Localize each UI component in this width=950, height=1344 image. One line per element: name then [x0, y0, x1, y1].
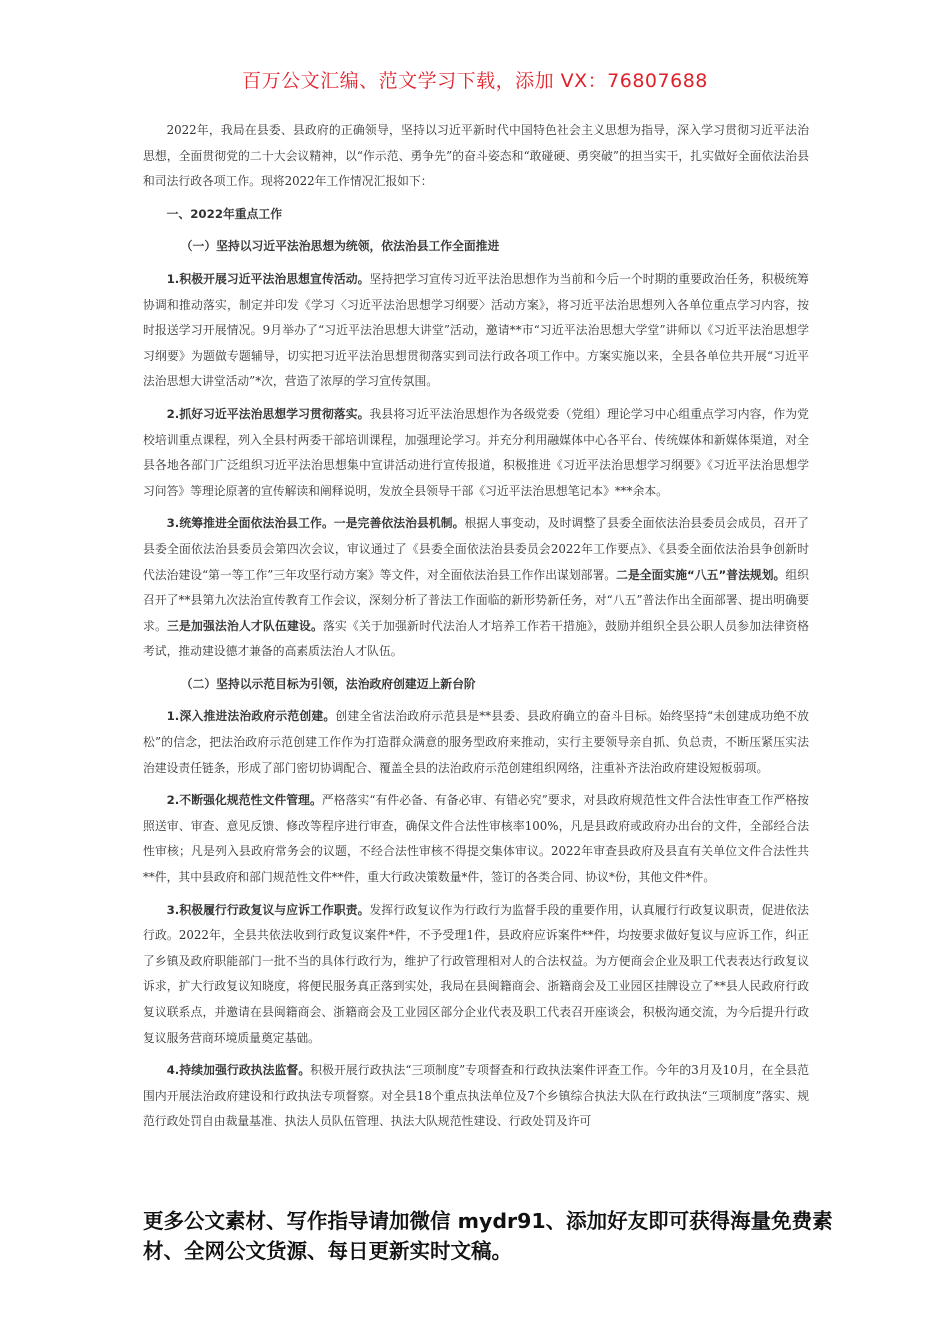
paragraph-5-lead: 2.不断强化规范性文件管理。: [166, 793, 322, 808]
document-body: [143, 118, 809, 1142]
paragraph-6-lead: 3.积极履行行政复议与应诉工作职责。: [166, 902, 370, 917]
paragraph-1: [143, 267, 809, 395]
paragraph-3-body-2: 组织召开了**县第九次法治宣传教育工作会议，深刻分析了普法工作面临的新形势新任务，对“八五”普法作出全面部署、提出明确要求。: [143, 567, 809, 633]
paragraph-3: [143, 511, 809, 665]
subsection-heading-1: （一）坚持以习近平法治思想为统领，依法治县工作全面推进: [180, 239, 500, 254]
paragraph-3-lead: 3.统筹推进全面依法治县工作。一是完善依法治县机制。: [166, 516, 465, 531]
paragraph-2: [143, 402, 809, 504]
paragraph-4-body: 创建全省法治政府示范县是**县委、县政府确立的奋斗目标。始终坚持“未创建成功绝不放松”的信念，把法治政府示范创建工作作为打造群众满意的服务型政府来推动，实行主要领导亲自抓、负总责，不断压紧压实法治建设责任链条，形成了部门密切协调配合、覆盖全县的法治政府示范创建组织网络，注重补齐法治政府建设短板弱项。: [143, 709, 809, 775]
paragraph-7-body: 积极开展行政执法“三项制度”专项督查和行政执法案件评查工作。今年的3月及10月，在全县范围内开展法治政府建设和行政执法专项督察。对全县18个重点执法单位及7个乡镇综合执法大队在行政执法“三项制度”落实、规范行政处罚自由裁量基准、执法人员队伍管理、执法大队规范性建设、行政处罚及许可: [143, 1063, 809, 1129]
intro-paragraph: 2022年，我局在县委、县政府的正确领导，坚持以习近平新时代中国特色社会主义思想为指导，深入学习贯彻习近平法治思想，全面贯彻党的二十大会议精神，以“作示范、勇争先”的奋斗姿态和“敢碰硬、勇突破”的担当实干，扎实做好全面依法治县和司法行政各项工作。现将2022年工作情况汇报如下：: [143, 123, 809, 189]
paragraph-4-lead: 1.深入推进法治政府示范创建。: [166, 709, 336, 724]
paragraph-6: [143, 898, 809, 1052]
paragraph-5-body: 严格落实“有件必备、有备必审、有错必究”要求，对县政府规范性文件合法性审查工作严格按照送审、审查、意见反馈、修改等程序进行审查，确保文件合法性审核率100%，凡是县政府或政府办出台的文件，全部经合法性审核；凡是列入县政府常务会的议题，不经合法性审核不得提交集体审议。2022年审查县政府及县直有关单位文件合法性共**件，其中县政府和部门规范性文件**件，重大行政决策数量*件，签订的各类合同、协议*份，其他文件*件。: [143, 793, 809, 885]
header-banner: 百万公文汇编、范文学习下载，添加 VX：76807688: [242, 70, 708, 92]
section-heading-1: 一、2022年重点工作: [166, 206, 283, 221]
paragraph-1-body: 坚持把学习宣传习近平法治思想作为当前和今后一个时期的重要政治任务，积极统筹协调和推动落实，制定并印发《学习〈习近平法治思想学习纲要〉活动方案》，将习近平法治思想列入各单位重点学习内容，按时报送学习开展情况。9月举办了“习近平法治思想大讲堂”活动，邀请**市“习近平法治思想大学堂”讲师以《习近平法治思想学习纲要》为题做专题辅导，切实把习近平法治思想贯彻落实到司法行政各项工作中。方案实施以来，全县各单位共开展“习近平法治思想大讲堂活动”*次，营造了浓厚的学习宣传氛围。: [143, 271, 809, 389]
paragraph-5: [143, 788, 809, 890]
footer-note: 更多公文素材、写作指导请加微信 mydr91、添加好友即可获得海量免费素材、全网公文货源、每日更新实时文稿。: [143, 1209, 833, 1263]
paragraph-3-body-3: 落实《关于加强新时代法治人才培养工作若干措施》，鼓励并组织全县公职人员参加法律资格考试，推动建设德才兼备的高素质法治人才队伍。: [143, 618, 809, 659]
paragraph-2-lead: 2.抓好习近平法治思想学习贯彻落实。: [166, 406, 370, 421]
paragraph-7: [143, 1058, 809, 1135]
paragraph-2-body: 我县将习近平法治思想作为各级党委（党组）理论学习中心组重点学习内容，作为党校培训重点课程，列入全县村两委干部培训课程，加强理论学习。并充分利用融媒体中心各平台、传统媒体和新媒体渠道，对全县各地各部门广泛组织习近平法治思想集中宣讲活动进行宣传报道，积极推进《习近平法治思想学习纲要》《习近平法治思想学习问答》等理论原著的宣传解读和阐释说明，发放全县领导干部《习近平法治思想笔记本》***余本。: [143, 406, 809, 498]
paragraph-3-body-1: 根据人事变动，及时调整了县委全面依法治县委员会成员，召开了县委全面依法治县委员会第四次会议，审议通过了《县委全面依法治县委员会2022年工作要点》、《县委全面依法治县争创新时代法治建设“第一等工作”三年攻坚行动方案》等文件，对全面依法治县工作作出谋划部署。: [143, 516, 809, 582]
paragraph-3-lead-3: 三是加强法治人才队伍建设。: [167, 618, 324, 633]
paragraph-7-lead: 4.持续加强行政执法监督。: [166, 1063, 311, 1078]
paragraph-4: [143, 704, 809, 781]
paragraph-1-lead: 1.积极开展习近平法治思想宣传活动。: [166, 271, 370, 286]
paragraph-6-body: 发挥行政复议作为行政行为监督手段的重要作用，认真履行行政复议职责，促进依法行政。2022年，全县共依法收到行政复议案件*件，不予受理1件，县政府应诉案件**件，均按要求做好复议与应诉工作，纠正了乡镇及政府职能部门一批不当的具体行政行为，维护了行政管理相对人的合法权益。为方便商会企业及职工代表表达行政复议诉求，扩大行政复议知晓度，将便民服务真正落到实处，我局在县闽籍商会、浙籍商会及工业园区挂牌设立了**县人民政府行政复议联系点，并邀请在县闽籍商会、浙籍商会及工业园区部分企业代表及职工代表召开座谈会，积极沟通交流，为今后提升行政复议服务营商环境质量奠定基础。: [143, 902, 809, 1045]
paragraph-3-lead-2: 二是全面实施“八五”普法规划。: [616, 567, 786, 582]
subsection-heading-2: （二）坚持以示范目标为引领，法治政府创建迈上新台阶: [180, 676, 476, 691]
